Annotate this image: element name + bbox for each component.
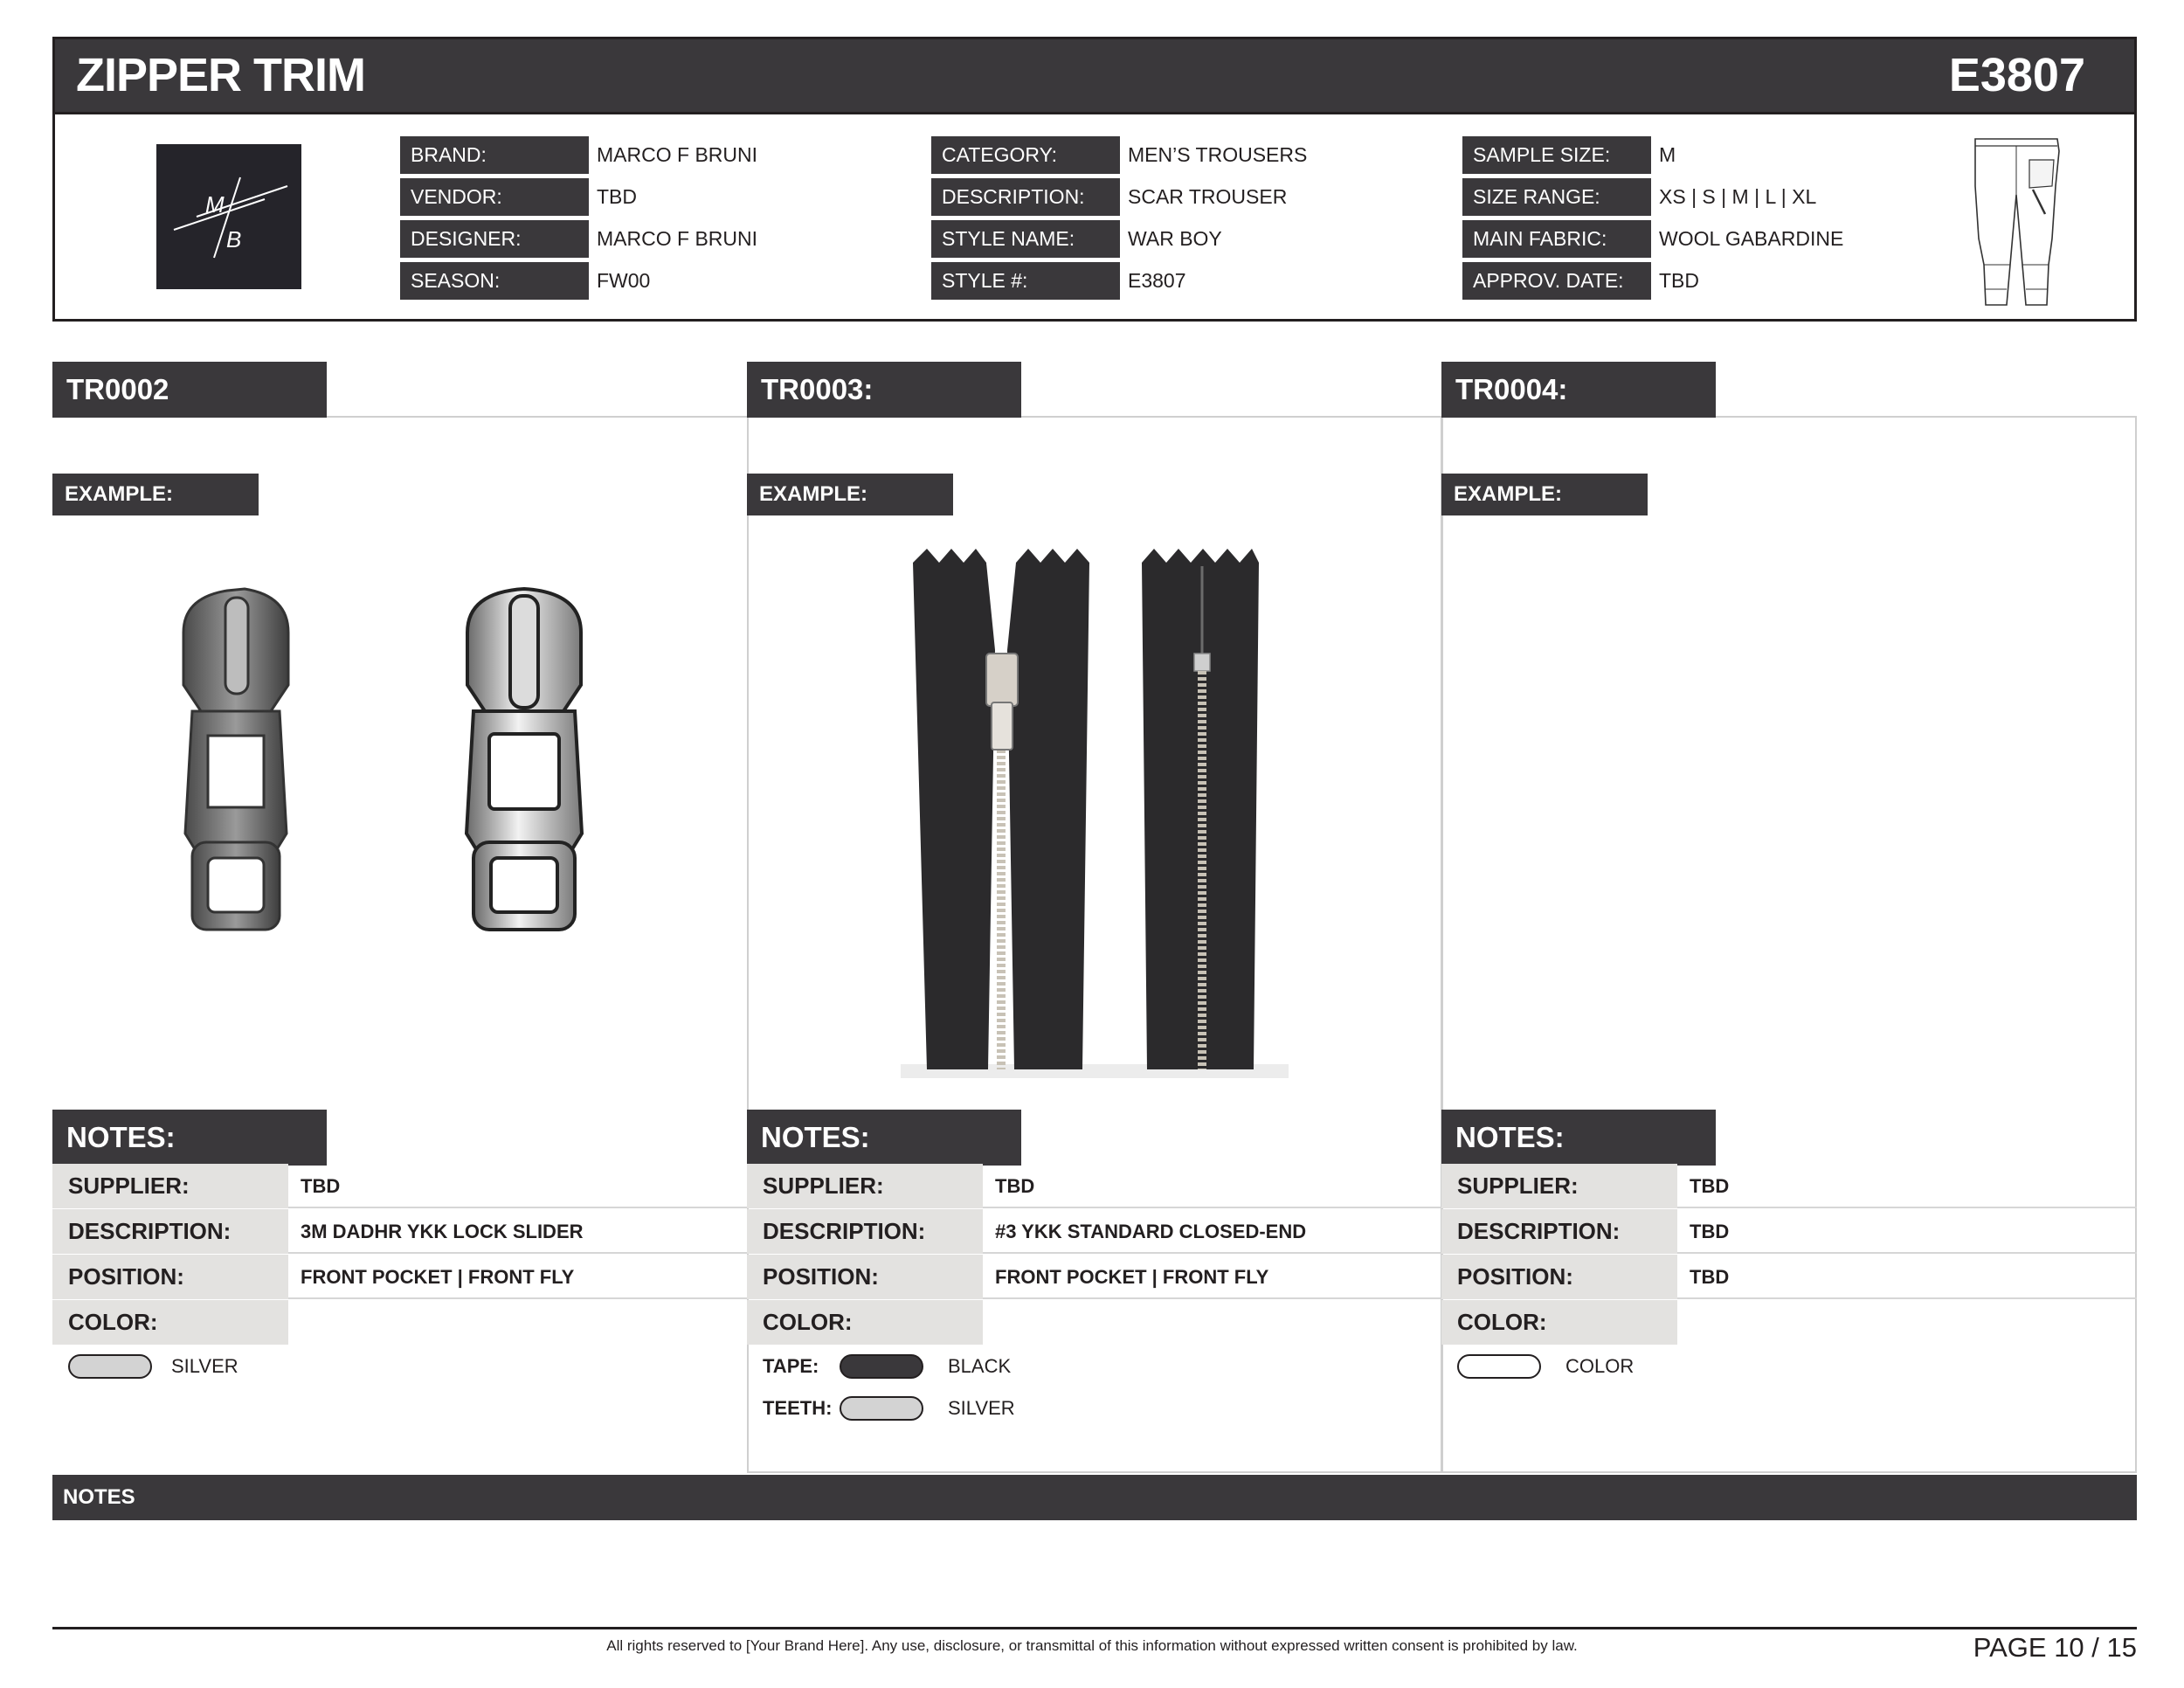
description-row (747, 1209, 1442, 1254)
description-value: 3M DADHR YKK LOCK SLIDER (301, 1221, 584, 1242)
position-row (747, 1255, 1442, 1299)
color-label: COLOR: (52, 1300, 288, 1345)
zipper-photo (901, 545, 1289, 1087)
position-row (52, 1255, 748, 1299)
main-fabric-value: WOOL GABARDINE (1659, 227, 1844, 250)
designer-value: MARCO F BRUNI (597, 227, 757, 250)
style-name-value: WAR BOY (1128, 227, 1222, 250)
supplier-value: TBD (995, 1175, 1035, 1197)
position-value: FRONT POCKET | FRONT FLY (995, 1266, 1269, 1288)
approval-date-label: APPROV. DATE: (1462, 262, 1651, 300)
vendor-label: VENDOR: (400, 178, 589, 216)
trim-code: TR0003: (747, 362, 1021, 418)
trim-code: TR0004: (1441, 362, 1716, 418)
season-value: FW00 (597, 269, 651, 292)
supplier-value: TBD (301, 1175, 341, 1197)
position-label: POSITION: (52, 1255, 288, 1299)
trim-card-tr0002 (52, 362, 748, 1473)
color-name: COLOR (1565, 1355, 1635, 1377)
sample-size-label: SAMPLE SIZE: (1462, 136, 1651, 174)
supplier-label: SUPPLIER: (1441, 1164, 1677, 1208)
footer-disclaimer: All rights reserved to [Your Brand Here]. Any use, disclosure, or transmittal of this information without expressed written consent is prohibited by law. (606, 1637, 1578, 1654)
style-number-value: E3807 (1128, 269, 1186, 292)
page-number: PAGE 10 / 15 (1973, 1632, 2137, 1663)
trim-code: TR0002 (52, 362, 327, 418)
svg-text:B: B (226, 226, 242, 253)
designer-label: DESIGNER: (400, 220, 589, 258)
tape-label: TAPE: (763, 1355, 819, 1377)
position-value: TBD (1690, 1266, 1730, 1288)
teeth-swatch (840, 1396, 923, 1421)
example-label: EXAMPLE: (747, 474, 953, 515)
color-name: SILVER (171, 1355, 238, 1377)
description-value: SCAR TROUSER (1128, 185, 1288, 208)
position-row (1441, 1255, 2137, 1299)
tape-swatch (840, 1354, 923, 1379)
style-code: E3807 (1948, 49, 2085, 101)
description-row (1441, 1209, 2137, 1254)
style-info-panel (52, 112, 2137, 322)
style-name-label: STYLE NAME: (931, 220, 1120, 258)
notes-heading: NOTES: (52, 1110, 327, 1166)
title-bar (52, 37, 2137, 112)
footer-divider (52, 1627, 2137, 1629)
position-value: FRONT POCKET | FRONT FLY (301, 1266, 575, 1288)
trouser-sketch (1968, 134, 2064, 308)
main-fabric-label: MAIN FABRIC: (1462, 220, 1651, 258)
sample-size-value: M (1659, 143, 1676, 166)
teeth-color-name: SILVER (948, 1397, 1015, 1419)
size-range-value: XS | S | M | L | XL (1659, 185, 1817, 208)
color-label: COLOR: (747, 1300, 983, 1345)
supplier-row (747, 1164, 1442, 1208)
size-range-label: SIZE RANGE: (1462, 178, 1651, 216)
description-label: DESCRIPTION: (931, 178, 1120, 216)
supplier-row (1441, 1164, 2137, 1208)
description-value: TBD (1690, 1221, 1730, 1242)
brand-logo (156, 144, 301, 289)
tape-color-name: BLACK (948, 1355, 1012, 1377)
trim-card-tr0003 (747, 362, 1442, 1473)
position-label: POSITION: (1441, 1255, 1677, 1299)
color-swatch (68, 1354, 152, 1379)
example-label: EXAMPLE: (1441, 474, 1648, 515)
brand-logo-mark (156, 144, 301, 289)
description-label: DESCRIPTION: (1441, 1209, 1677, 1254)
supplier-label: SUPPLIER: (52, 1164, 288, 1208)
zipper-slider-illustration (157, 580, 646, 947)
color-row (1441, 1300, 2137, 1345)
divider (327, 416, 748, 418)
color-row (747, 1300, 1442, 1345)
brand-label: BRAND: (400, 136, 589, 174)
description-row (52, 1209, 748, 1254)
color-swatch (1457, 1354, 1541, 1379)
notes-heading: NOTES: (1441, 1110, 1716, 1166)
notes-bar: NOTES (52, 1475, 2137, 1520)
vendor-value: TBD (597, 185, 637, 208)
category-label: CATEGORY: (931, 136, 1120, 174)
description-label: DESCRIPTION: (747, 1209, 983, 1254)
season-label: SEASON: (400, 262, 589, 300)
teeth-label: TEETH: (763, 1397, 833, 1419)
description-value: #3 YKK STANDARD CLOSED-END (995, 1221, 1307, 1242)
style-number-label: STYLE #: (931, 262, 1120, 300)
color-label: COLOR: (1441, 1300, 1677, 1345)
brand-value: MARCO F BRUNI (597, 143, 757, 166)
svg-text:M: M (205, 191, 225, 218)
supplier-label: SUPPLIER: (747, 1164, 983, 1208)
trim-card-tr0004 (1441, 362, 2137, 1473)
color-row (52, 1300, 748, 1345)
description-label: DESCRIPTION: (52, 1209, 288, 1254)
document-title: ZIPPER TRIM (76, 49, 366, 101)
example-label: EXAMPLE: (52, 474, 259, 515)
category-value: MEN’S TROUSERS (1128, 143, 1308, 166)
notes-heading: NOTES: (747, 1110, 1021, 1166)
position-label: POSITION: (747, 1255, 983, 1299)
approval-date-value: TBD (1659, 269, 1699, 292)
supplier-value: TBD (1690, 1175, 1730, 1197)
supplier-row (52, 1164, 748, 1208)
